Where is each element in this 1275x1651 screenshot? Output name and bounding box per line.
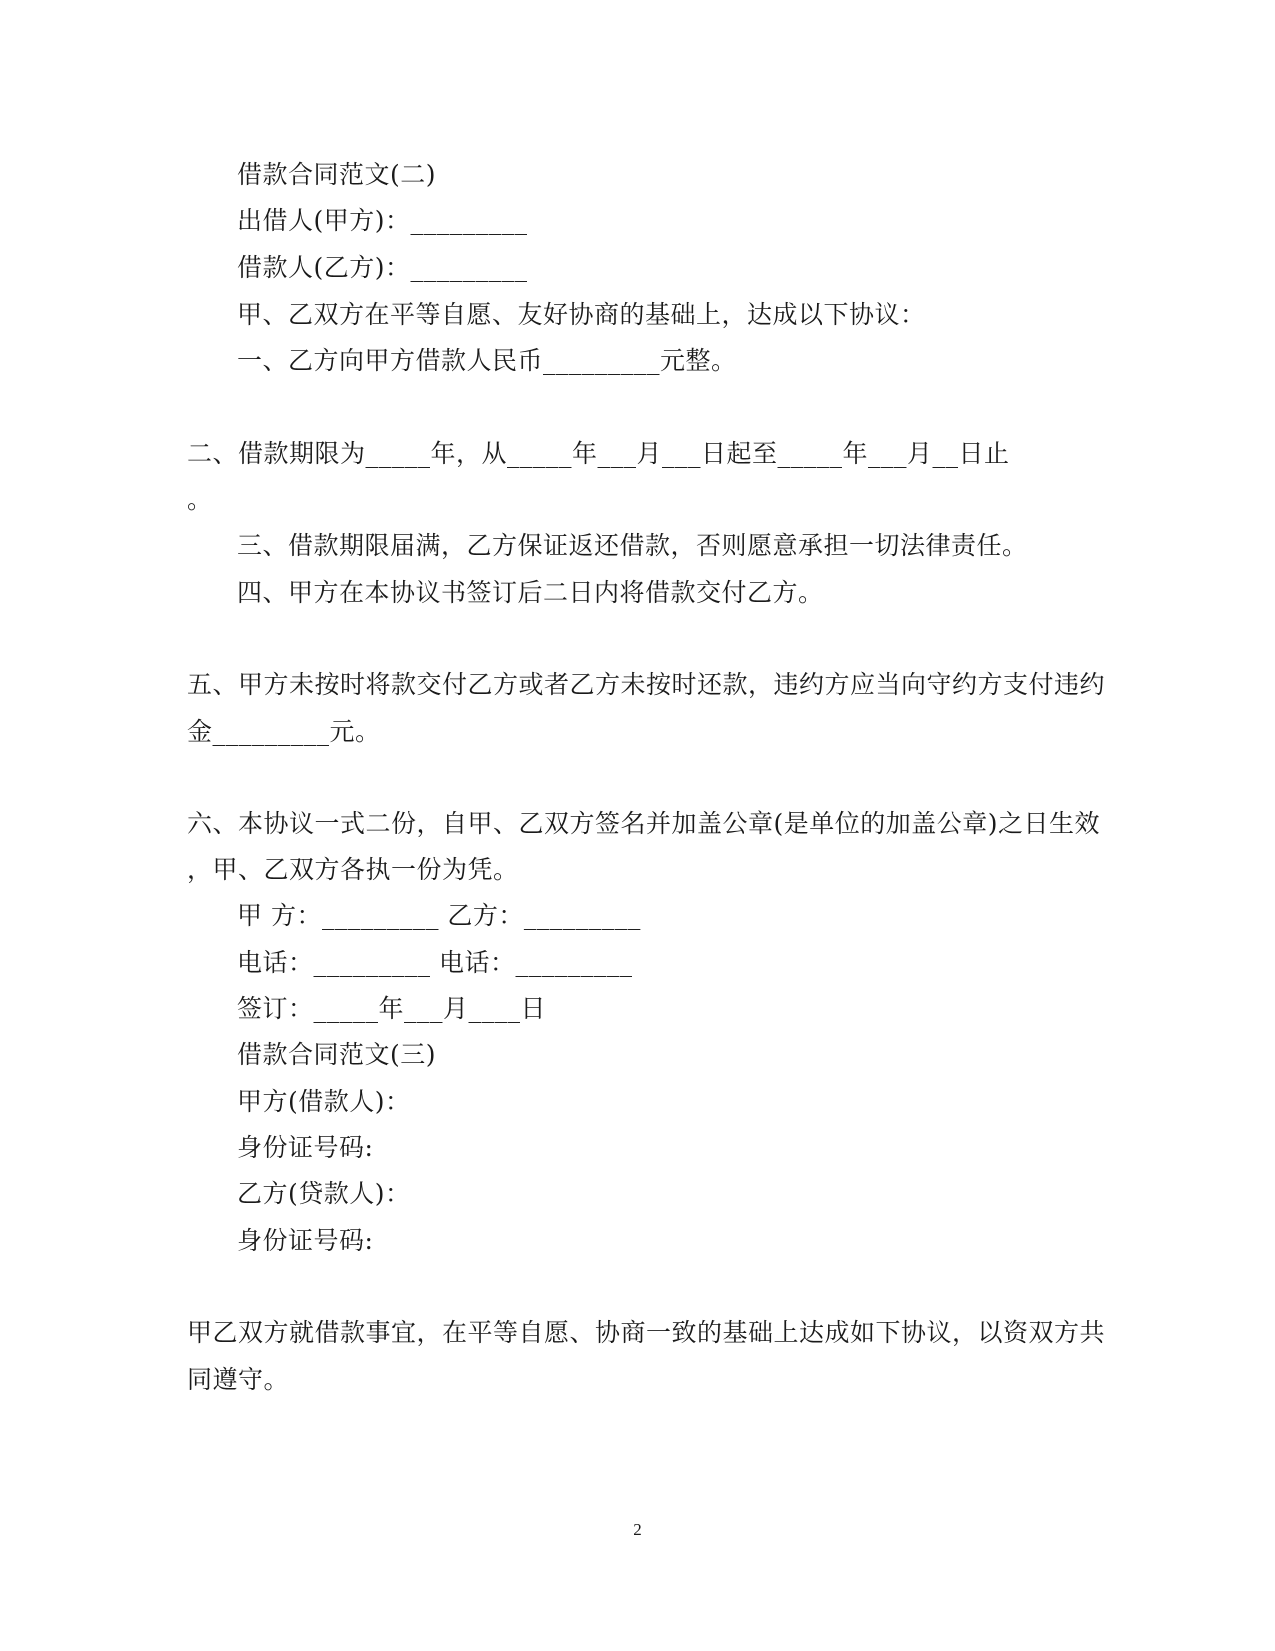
lender-line: 出借人(甲方)：_________ <box>237 206 528 235</box>
contract-3-title: 借款合同范文(三) <box>237 1040 437 1069</box>
party-a-borrower: 甲方(借款人)： <box>237 1087 411 1116</box>
party-b-lender: 乙方(贷款人)： <box>237 1179 411 1208</box>
clause-3: 三、借款期限届满，乙方保证返还借款，否则愿意承担一切法律责任。 <box>237 531 1028 560</box>
clause-6-continuation: ，甲、乙双方各执一份为凭。 <box>187 855 519 884</box>
signature-parties-line: 甲 方：_________ 乙方：_________ <box>237 901 641 930</box>
borrower-line: 借款人(乙方)：_________ <box>237 253 528 282</box>
clause-2-continuation: 。 <box>187 485 213 514</box>
clause-5: 五、甲方未按时将款交付乙方或者乙方未按时还款，违约方应当向守约方支付违约 <box>187 670 1106 699</box>
phone-line: 电话：_________ 电话：_________ <box>237 948 633 977</box>
clause-2: 二、借款期限为_____年，从_____年___月___日起至_____年___月__日止 <box>187 439 1010 468</box>
agreement-intro: 甲、乙双方在平等自愿、友好协商的基础上，达成以下协议： <box>237 300 926 329</box>
clause-4: 四、甲方在本协议书签订后二日内将借款交付乙方。 <box>237 578 824 607</box>
contract-2-title: 借款合同范文(二) <box>237 160 437 189</box>
party-a-id-number: 身份证号码: <box>237 1133 374 1162</box>
clause-6: 六、本协议一式二份，自甲、乙双方签名并加盖公章(是单位的加盖公章)之日生效 <box>187 809 1101 838</box>
contract-3-intro: 甲乙双方就借款事宜，在平等自愿、协商一致的基础上达成如下协议，以资双方共 <box>187 1318 1106 1347</box>
clause-5-continuation: 金_________元。 <box>187 717 381 746</box>
clause-1: 一、乙方向甲方借款人民币_________元整。 <box>237 346 737 375</box>
contract-3-intro-continuation: 同遵守。 <box>187 1365 290 1394</box>
party-b-id-number: 身份证号码: <box>237 1226 374 1255</box>
signing-date-line: 签订：_____年___月____日 <box>237 994 547 1023</box>
page-number: 2 <box>633 1520 642 1539</box>
